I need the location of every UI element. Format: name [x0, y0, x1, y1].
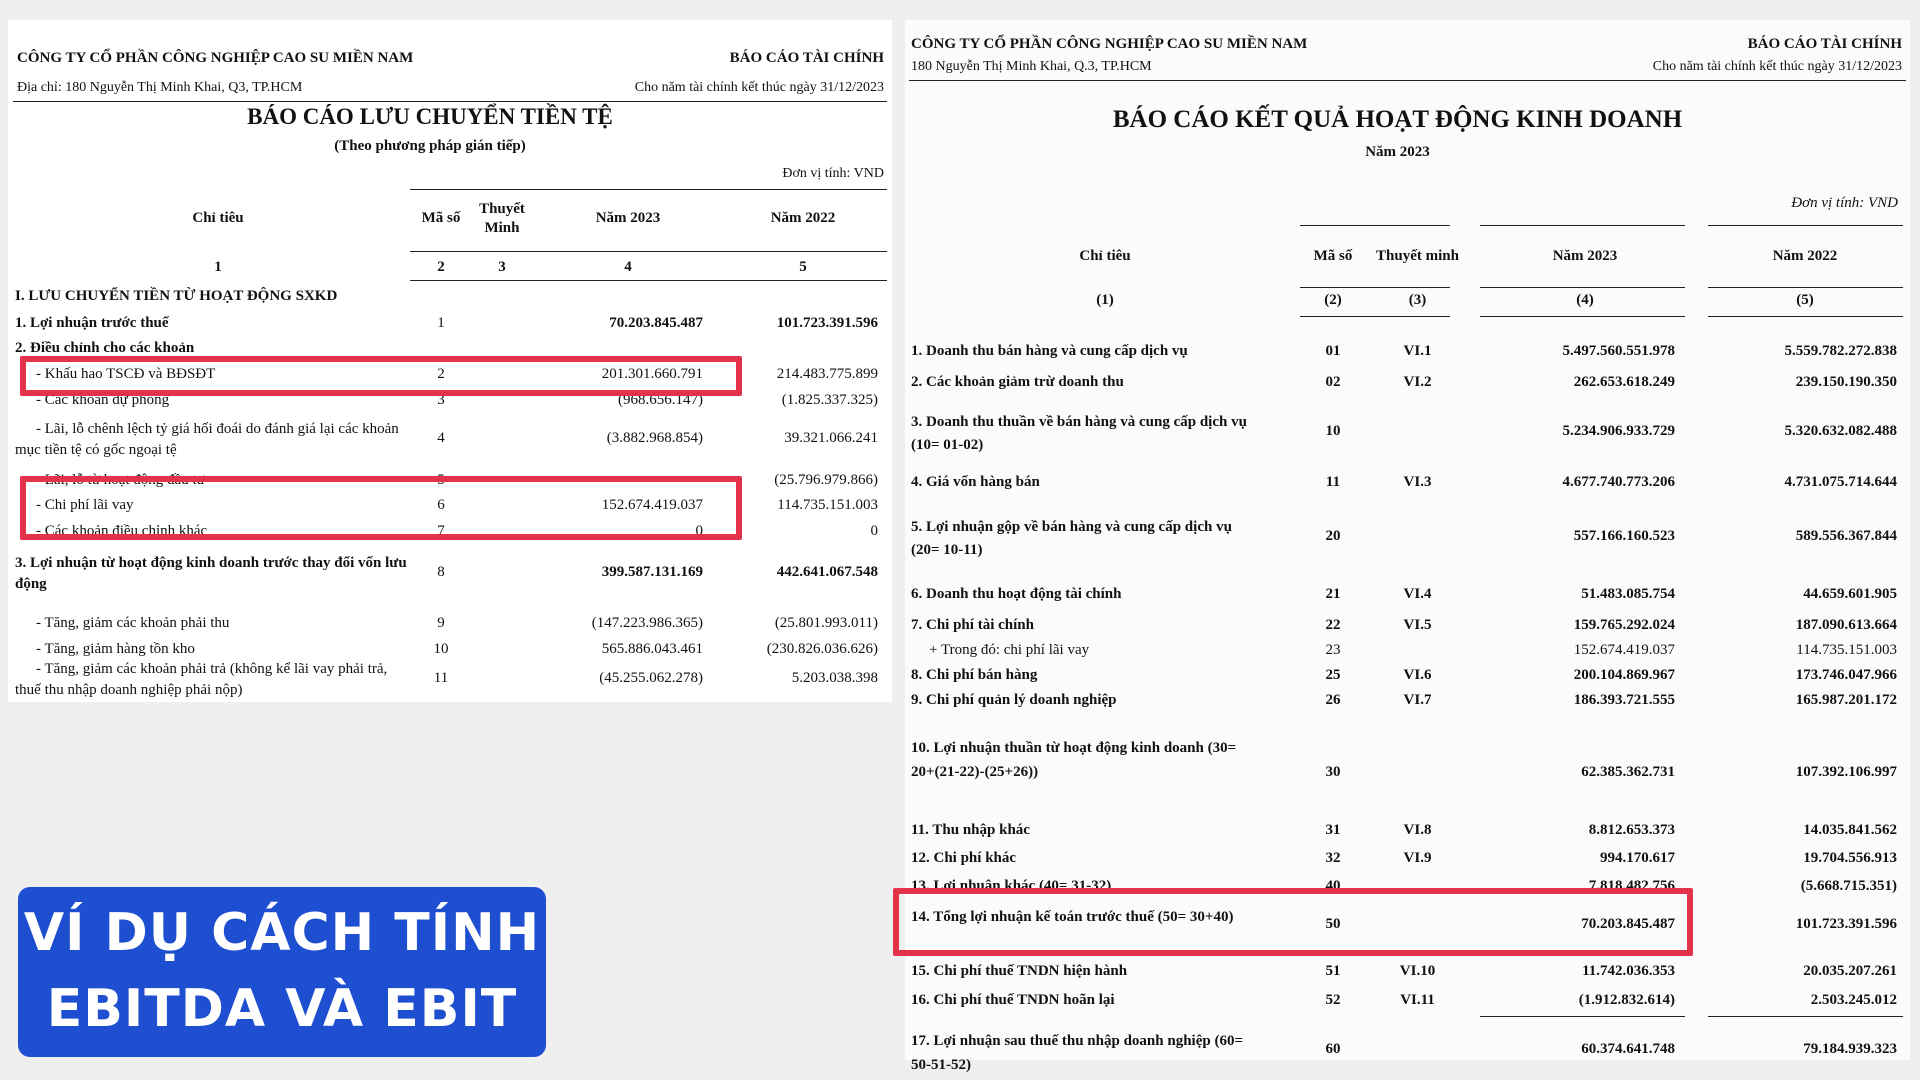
row-code: 40 — [1325, 878, 1341, 894]
row-value-2022: 5.320.632.082.488 — [1784, 423, 1897, 439]
row-value-2023: 11.742.036.353 — [1582, 963, 1675, 979]
row-label: 1. Doanh thu bán hàng và cung cấp dịch vụ — [911, 343, 1188, 359]
row-value-2022: (25.801.993.011) — [774, 615, 878, 631]
row-code: 60 — [1325, 1041, 1341, 1057]
row-value-2023: (147.223.986.365) — [591, 615, 703, 631]
col-header-code: Mã số — [1313, 248, 1353, 264]
row-label: 7. Chi phí tài chính — [911, 617, 1034, 633]
header-rule — [410, 251, 887, 252]
row-label: 4. Giá vốn hàng bán — [911, 474, 1040, 490]
row-code: 30 — [1325, 764, 1341, 780]
row-label: 12. Chi phí khác — [911, 850, 1017, 866]
index-2022: (5) — [1796, 292, 1814, 308]
col-header-label: Chỉ tiêu — [192, 210, 244, 226]
row-value-2023: 4.677.740.773.206 — [1562, 474, 1675, 490]
header-rule — [1300, 316, 1450, 317]
row-value-2023: 8.812.653.373 — [1588, 822, 1675, 838]
row-code: 7 — [437, 523, 445, 539]
row-value-2022: 114.735.151.003 — [1796, 642, 1897, 658]
row-value-2022: 101.723.391.596 — [1795, 916, 1897, 932]
row-value-2023: 60.374.641.748 — [1581, 1041, 1675, 1057]
row-value-2022: (25.796.979.866) — [774, 472, 878, 488]
row-code: 1 — [437, 315, 445, 331]
row-code: 51 — [1325, 963, 1341, 979]
row-label: 13. Lợi nhuận khác (40= 31-32) — [911, 878, 1112, 894]
row-note: VI.1 — [1403, 343, 1432, 359]
row-value-2023: (3.882.968.854) — [606, 430, 703, 446]
row-value-2022: 2.503.245.012 — [1810, 992, 1897, 1008]
row-code: 50 — [1325, 916, 1341, 932]
row-value-2022: (230.826.036.626) — [766, 641, 878, 657]
highlight-profit-before-tax — [893, 888, 1693, 956]
col-header-note: Thuyết Minh — [479, 201, 525, 236]
index-label: 1 — [214, 259, 222, 275]
row-code: 6 — [437, 497, 445, 513]
row-label: + Trong đó: chi phí lãi vay — [929, 642, 1090, 658]
company-name: CÔNG TY CỔ PHẦN CÔNG NGHIỆP CAO SU MIỀN NAM — [17, 50, 414, 66]
row-label: - Chi phí lãi vay — [36, 497, 134, 513]
row-label: 11. Thu nhập khác — [911, 822, 1030, 838]
total-rule — [1708, 1016, 1903, 1017]
page-subtitle: (Theo phương pháp gián tiếp) — [334, 138, 526, 154]
row-value-2022: 214.483.775.899 — [776, 366, 878, 382]
row-value-2023: 565.886.043.461 — [601, 641, 703, 657]
row-value-2023: 62.385.362.731 — [1581, 764, 1675, 780]
header-rule — [909, 80, 1906, 81]
row-label: - Tăng, giảm hàng tồn kho — [36, 641, 195, 657]
highlight-interest-expense — [20, 476, 742, 540]
index-note: (3) — [1408, 292, 1427, 308]
row-value-2023: 200.104.869.967 — [1573, 667, 1675, 683]
report-period: Cho năm tài chính kết thúc ngày 31/12/2023 — [1652, 59, 1902, 74]
row-value-2023: 51.483.085.754 — [1581, 586, 1675, 602]
company-address: Địa chỉ: 180 Nguyễn Thị Minh Khai, Q3, TP.HCM — [17, 80, 303, 95]
row-code: 26 — [1325, 692, 1341, 708]
row-note: VI.8 — [1403, 822, 1432, 838]
row-value-2022: 442.641.067.548 — [776, 564, 878, 580]
row-value-2023: 152.674.419.037 — [1573, 642, 1675, 658]
row-value-2022: 5.559.782.272.838 — [1784, 343, 1897, 359]
col-header-2022: Năm 2022 — [770, 210, 836, 226]
index-code: (2) — [1324, 292, 1342, 308]
row-label: 5. Lợi nhuận gộp về bán hàng và cung cấp dịch vụ (20= 10-11) — [911, 519, 1232, 558]
row-value-2022: 165.987.201.172 — [1795, 692, 1897, 708]
report-period: Cho năm tài chính kết thúc ngày 31/12/2023 — [634, 80, 884, 95]
row-value-2023: 5.234.906.933.729 — [1562, 423, 1675, 439]
row-code: 3 — [437, 392, 445, 408]
row-label: - Khấu hao TSCĐ và BĐSĐT — [36, 366, 216, 382]
row-value-2023: 70.203.845.487 — [609, 315, 703, 331]
row-value-2022: 44.659.601.905 — [1803, 586, 1897, 602]
header-rule — [1480, 225, 1685, 226]
row-value-2023: 399.587.131.169 — [601, 564, 703, 580]
row-code: 10 — [1325, 423, 1341, 439]
header-rule — [1480, 287, 1685, 288]
row-label: 14. Tổng lợi nhuận kế toán trước thuế (50= 30+40) — [911, 909, 1234, 925]
index-note: 3 — [498, 259, 506, 275]
report-type: BÁO CÁO TÀI CHÍNH — [729, 50, 884, 66]
report-type: BÁO CÁO TÀI CHÍNH — [1747, 36, 1902, 52]
col-header-2023: Năm 2023 — [595, 210, 661, 226]
row-code: 01 — [1325, 343, 1341, 359]
row-label: - Lãi, lỗ từ hoạt động đầu tư — [36, 472, 205, 488]
row-value-2022: 5.203.038.398 — [791, 670, 878, 686]
index-code: 2 — [437, 259, 445, 275]
index-label: (1) — [1096, 292, 1114, 308]
row-code: 52 — [1325, 992, 1341, 1008]
row-code: 31 — [1325, 822, 1341, 838]
row-code: 22 — [1325, 617, 1341, 633]
row-label: 2. Các khoản giảm trừ doanh thu — [911, 374, 1124, 390]
row-label: 16. Chi phí thuế TNDN hoãn lại — [911, 992, 1115, 1008]
row-code: 2 — [437, 366, 445, 382]
row-value-2022: 107.392.106.997 — [1795, 764, 1897, 780]
index-2023: 4 — [624, 259, 632, 275]
row-label: - Các khoản dự phòng — [36, 392, 170, 408]
cash-flow-statement — [8, 20, 892, 702]
row-value-2022: 20.035.207.261 — [1803, 963, 1897, 979]
income-statement — [905, 20, 1910, 1073]
highlight-depreciation — [20, 356, 742, 396]
row-value-2023: 201.301.660.791 — [601, 366, 703, 382]
row-value-2022: 239.150.190.350 — [1795, 374, 1897, 390]
row-label: - Các khoản điều chỉnh khác — [36, 523, 208, 539]
index-2023: (4) — [1576, 292, 1594, 308]
row-note: VI.5 — [1403, 617, 1432, 633]
row-value-2022: 187.090.613.664 — [1795, 617, 1897, 633]
row-label: 17. Lợi nhuận sau thuế thu nhập doanh nghiệp (60= 50-51-52) — [911, 1033, 1243, 1073]
row-code: 23 — [1325, 642, 1341, 658]
row-value-2023: 70.203.845.487 — [1581, 916, 1675, 932]
company-address: 180 Nguyễn Thị Minh Khai, Q.3, TP.HCM — [911, 59, 1152, 74]
promo-line-1: VÍ DỤ CÁCH TÍNH — [23, 903, 541, 963]
header-rule — [1300, 287, 1450, 288]
row-label: 3. Doanh thu thuần về bán hàng và cung cấp dịch vụ (10= 01-02) — [911, 414, 1247, 453]
page-title: BÁO CÁO KẾT QUẢ HOẠT ĐỘNG KINH DOANH — [1112, 106, 1683, 133]
row-label: 3. Lợi nhuận từ hoạt động kinh doanh trước thay đổi vốn lưu động — [15, 555, 407, 592]
row-value-2022: 114.735.151.003 — [777, 497, 878, 513]
header-rule — [1708, 225, 1903, 226]
row-value-2022: 79.184.939.323 — [1803, 1041, 1897, 1057]
row-label: - Lãi, lỗ chênh lệch tỷ giá hối đoái do đánh giá lại các khoản mục tiền tệ có gốc ngoại tệ — [15, 421, 399, 458]
row-value-2022: (5.668.715.351) — [1800, 878, 1897, 894]
row-value-2023: (45.255.062.278) — [599, 670, 703, 686]
row-code: 9 — [437, 615, 445, 631]
row-value-2022: 0 — [870, 523, 878, 539]
row-code: 8 — [437, 564, 445, 580]
row-value-2023: 994.170.617 — [1600, 850, 1675, 866]
row-label: - Tăng, giảm các khoản phải trả (không kể lãi vay phải trả, thuế thu nhập doanh nghiệp phải nộp) — [15, 661, 388, 698]
row-value-2023: 262.653.618.249 — [1573, 374, 1675, 390]
index-2022: 5 — [799, 259, 807, 275]
row-value-2023: 0 — [695, 523, 703, 539]
row-note: VI.6 — [1403, 667, 1432, 683]
row-label: 2. Điều chỉnh cho các khoản — [15, 340, 195, 356]
row-label: 10. Lợi nhuận thuần từ hoạt động kinh doanh (30= 20+(21-22)-(25+26)) — [911, 740, 1237, 780]
row-label: 9. Chi phí quản lý doanh nghiệp — [911, 692, 1117, 708]
row-note: VI.2 — [1403, 374, 1432, 390]
col-header-2022: Năm 2022 — [1772, 248, 1838, 264]
promo-banner — [18, 887, 546, 1057]
row-value-2023: 7.818.482.756 — [1588, 878, 1675, 894]
row-note: VI.7 — [1403, 692, 1432, 708]
col-header-label: Chỉ tiêu — [1079, 248, 1131, 264]
unit-label: Đơn vị tính: VND — [782, 166, 884, 181]
row-value-2022: 14.035.841.562 — [1803, 822, 1897, 838]
row-note: VI.4 — [1403, 586, 1432, 602]
row-note: VI.11 — [1400, 992, 1435, 1008]
page-subtitle: Năm 2023 — [1365, 144, 1430, 160]
row-value-2022: 173.746.047.966 — [1795, 667, 1897, 683]
header-rule — [1708, 287, 1903, 288]
row-value-2022: 589.556.367.844 — [1795, 528, 1897, 544]
row-value-2023: 159.765.292.024 — [1573, 617, 1675, 633]
total-rule — [1480, 1016, 1685, 1017]
row-value-2023: 5.497.560.551.978 — [1562, 343, 1675, 359]
row-code: 02 — [1325, 374, 1341, 390]
row-label: 15. Chi phí thuế TNDN hiện hành — [911, 963, 1128, 979]
row-label: 8. Chi phí bán hàng — [911, 667, 1038, 683]
row-code: 11 — [433, 670, 449, 686]
row-value-2023: (968.656.147) — [618, 392, 703, 408]
row-code: 21 — [1325, 586, 1341, 602]
col-header-2023: Năm 2023 — [1552, 248, 1618, 264]
row-value-2023: 186.393.721.555 — [1573, 692, 1675, 708]
row-code: 25 — [1325, 667, 1341, 683]
header-rule — [410, 280, 887, 281]
promo-line-2: EBITDA VÀ EBIT — [46, 979, 518, 1039]
col-header-code: Mã số — [421, 210, 461, 226]
row-label: 6. Doanh thu hoạt động tài chính — [911, 586, 1122, 602]
row-note: VI.9 — [1403, 850, 1432, 866]
row-value-2022: 19.704.556.913 — [1803, 850, 1897, 866]
row-code: 10 — [433, 641, 449, 657]
header-rule — [1300, 225, 1450, 226]
row-note: VI.3 — [1403, 474, 1432, 490]
col-header-note: Thuyết minh — [1376, 248, 1459, 264]
row-value-2022: 4.731.075.714.644 — [1784, 474, 1897, 490]
unit-label: Đơn vị tính: VND — [1791, 195, 1898, 211]
row-value-2022: (1.825.337.325) — [781, 392, 878, 408]
header-rule — [1480, 316, 1685, 317]
page-title: BÁO CÁO LƯU CHUYỂN TIỀN TỆ — [247, 104, 613, 129]
row-note: VI.10 — [1399, 963, 1436, 979]
row-value-2023: 152.674.419.037 — [601, 497, 703, 513]
company-name: CÔNG TY CỔ PHẦN CÔNG NGHIỆP CAO SU MIỀN NAM — [911, 36, 1308, 52]
header-rule — [1708, 316, 1903, 317]
row-code: 5 — [437, 472, 445, 488]
row-value-2023: 557.166.160.523 — [1573, 528, 1675, 544]
row-value-2023: (1.912.832.614) — [1578, 992, 1675, 1008]
row-code: 11 — [1325, 474, 1341, 490]
row-label: 1. Lợi nhuận trước thuế — [15, 315, 169, 331]
header-rule — [410, 189, 887, 190]
row-label: - Tăng, giảm các khoản phải thu — [36, 615, 230, 631]
row-code: 4 — [437, 430, 445, 446]
row-label: I. LƯU CHUYỂN TIỀN TỪ HOẠT ĐỘNG SXKD — [15, 288, 338, 304]
row-value-2022: 101.723.391.596 — [776, 315, 878, 331]
row-value-2022: 39.321.066.241 — [784, 430, 878, 446]
header-rule — [13, 101, 887, 102]
row-code: 20 — [1325, 528, 1341, 544]
row-code: 32 — [1325, 850, 1341, 866]
